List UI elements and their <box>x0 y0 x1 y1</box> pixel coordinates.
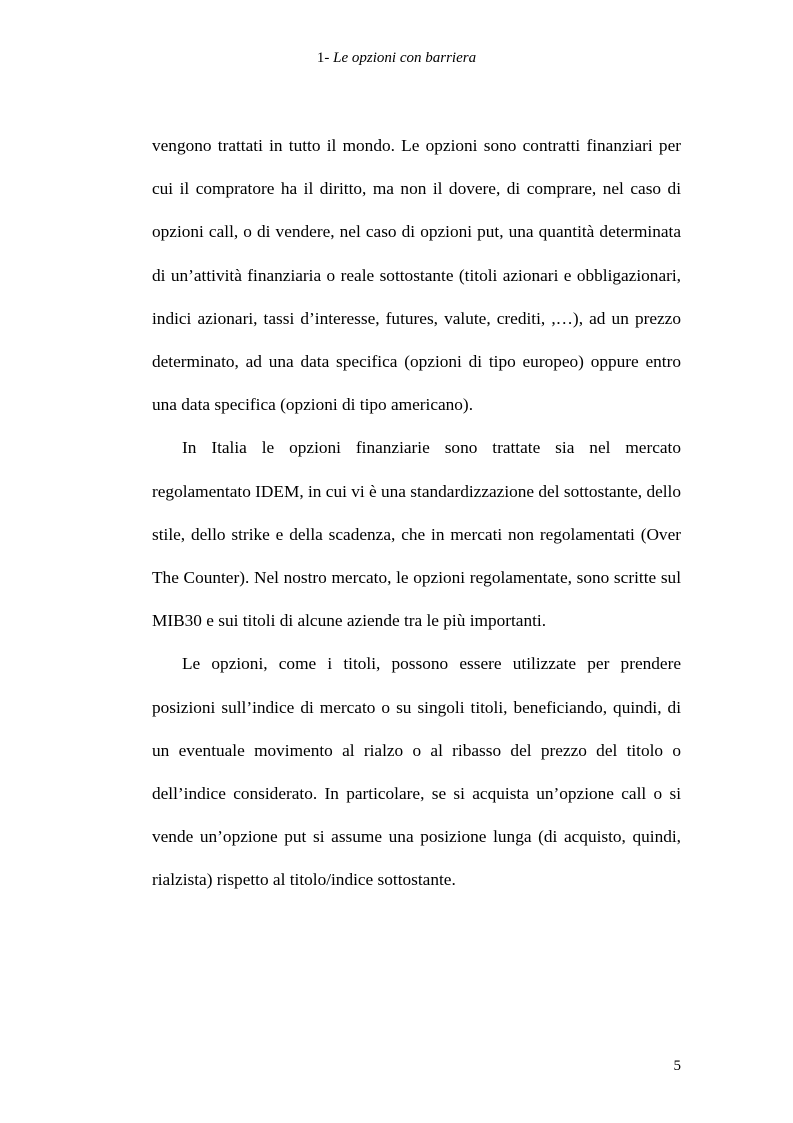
running-header <box>0 48 793 68</box>
paragraph-italian-options: In Italia le opzioni finanziarie sono trattate sia nel mercato regolamentato IDEM, in cui vi è una standardizzazione del sottostante, dello stile, dello strike e della scadenza, che in mercati non regolamentati (Over The Counter). Nel nostro mercato, le opzioni regolamentate, sono scritte sul MIB30 e sui titoli di alcune aziende tra le più importanti. <box>152 438 681 631</box>
chapter-title: Le opzioni con barriera <box>333 50 477 66</box>
paragraph-continuation: vengono trattati in tutto il mondo. Le opzioni sono contratti finanziari per cui il compratore ha il diritto, ma non il dovere, di comprare, nel caso di opzioni call, o di vendere, nel caso di opzioni put, una quantità determinata di un’attività finanziaria o reale sottostante (titoli azionari e obbligazionari, indici azionari, tassi d’interesse, futures, valute, crediti, ,…), ad un prezzo determinato, ad una data specifica (opzioni di tipo europeo) oppure entro una data specifica (opzioni di tipo americano). <box>152 136 681 415</box>
page-number: 5 <box>673 1058 681 1074</box>
chapter-number: 1- <box>316 50 334 66</box>
paragraph-positions: Le opzioni, come i titoli, possono essere utilizzate per prendere posizioni sull’indice di mercato o su singoli titoli, beneficiando, quindi, di un eventuale movimento al rialzo o al ribasso del prezzo del titolo o dell’indice considerato. In particolare, se si acquista un’opzione call o si vende un’opzione put si assume una posizione lunga (di acquisto, quindi, rialzista) rispetto al titolo/indice sottostante. <box>152 654 681 890</box>
body-text <box>152 124 681 902</box>
